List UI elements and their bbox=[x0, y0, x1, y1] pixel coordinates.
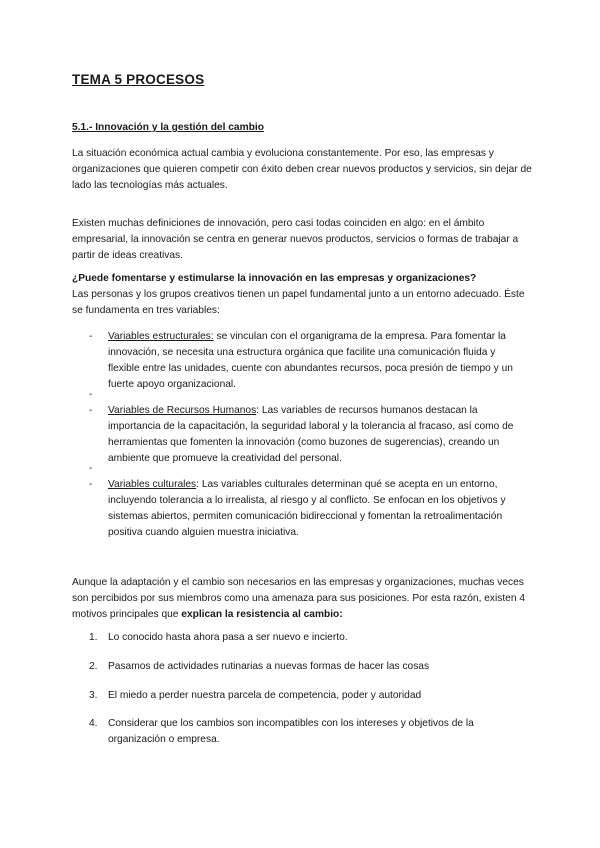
resistance-paragraph bbox=[72, 575, 542, 623]
question-heading: ¿Puede fomentarse y estimularse la innovación en las empresas y organizaciones? bbox=[72, 273, 477, 284]
list-dash: - bbox=[89, 331, 93, 342]
variable-term: Variables culturales bbox=[108, 479, 197, 490]
list-number: 4. bbox=[89, 718, 98, 729]
list-dash: - bbox=[89, 463, 93, 474]
list-item bbox=[89, 329, 529, 393]
list-item-text: Pasamos de actividades rutinarias a nuevas formas de hacer las cosas bbox=[108, 661, 430, 672]
question-answer-paragraph: Las personas y los grupos creativos tienen un papel fundamental junto a un entorno adecuado. Éste se fundamenta en tres variables: bbox=[72, 289, 525, 316]
list-number: 2. bbox=[89, 661, 98, 672]
variable-description: : Las variables de recursos humanos destacan la importancia de la capacitación, la seguridad laboral y la tolerancia al fracaso, así como de herramientas que fomenten la innovación (como buzones de sugerencias), creando un ambiente que promueve la creatividad del personal. bbox=[108, 405, 514, 464]
list-dash: - bbox=[89, 479, 93, 490]
list-item bbox=[89, 477, 529, 541]
variable-term: Variables de Recursos Humanos bbox=[108, 405, 257, 416]
page-title: TEMA 5 PROCESOS bbox=[72, 72, 205, 87]
list-number: 1. bbox=[89, 632, 98, 643]
list-item bbox=[89, 403, 529, 467]
section-heading: 5.1.- Innovación y la gestión del cambio bbox=[72, 122, 264, 133]
list-item-text: Considerar que los cambios son incompatibles con los intereses y objetivos de la organización o empresa. bbox=[108, 718, 474, 745]
list-item-text: El miedo a perder nuestra parcela de competencia, poder y autoridad bbox=[108, 690, 422, 701]
resistance-intro-text: Aunque la adaptación y el cambio son necesarios en las empresas y organizaciones, muchas veces son percibidos por sus miembros como una amenaza para sus posiciones. Por esta razón, existen 4 motivos principales que bbox=[72, 577, 526, 620]
list-item-text bbox=[108, 329, 518, 393]
list-number: 3. bbox=[89, 690, 98, 701]
resistance-bold-text: explican la resistencia al cambio: bbox=[181, 609, 343, 620]
variable-description: : Las variables culturales determinan qué se acepta en un entorno, incluyendo tolerancia a lo irrealista, al riesgo y al conflicto. Se enfocan en los objetivos y sistemas abiertos, permiten comunicación bidireccional y fomentan la retroalimentación positiva cuando alguien muestra iniciativa. bbox=[108, 479, 506, 538]
list-item-text bbox=[108, 403, 518, 467]
list-dash: - bbox=[89, 405, 93, 416]
intro-paragraph: La situación económica actual cambia y evoluciona constantemente. Por eso, las empresas y organizaciones que quieren competir con éxito deben crear nuevos productos y servicios, sin dejar de lado las tecnologías más actuales. bbox=[72, 148, 532, 191]
list-item-text: Lo conocido hasta ahora pasa a ser nuevo e incierto. bbox=[108, 632, 348, 643]
definition-paragraph: Existen muchas definiciones de innovación, pero casi todas coinciden en algo: en el ámbito empresarial, la innovación se centra en generar nuevos productos, servicios o formas de trabajar a partir de ideas creativas. bbox=[72, 218, 519, 261]
list-dash: - bbox=[89, 389, 93, 400]
list-item-text bbox=[108, 477, 518, 541]
variable-term: Variables estructurales: bbox=[108, 331, 214, 342]
variable-description: se vinculan con el organigrama de la empresa. Para fomentar la innovación, se necesita una estructura orgánica que facilite una comunicación fluida y flexible entre las unidades, cuente con abundantes recursos, poca presión de tiempo y un fuerte apoyo organizacional. bbox=[108, 331, 513, 390]
